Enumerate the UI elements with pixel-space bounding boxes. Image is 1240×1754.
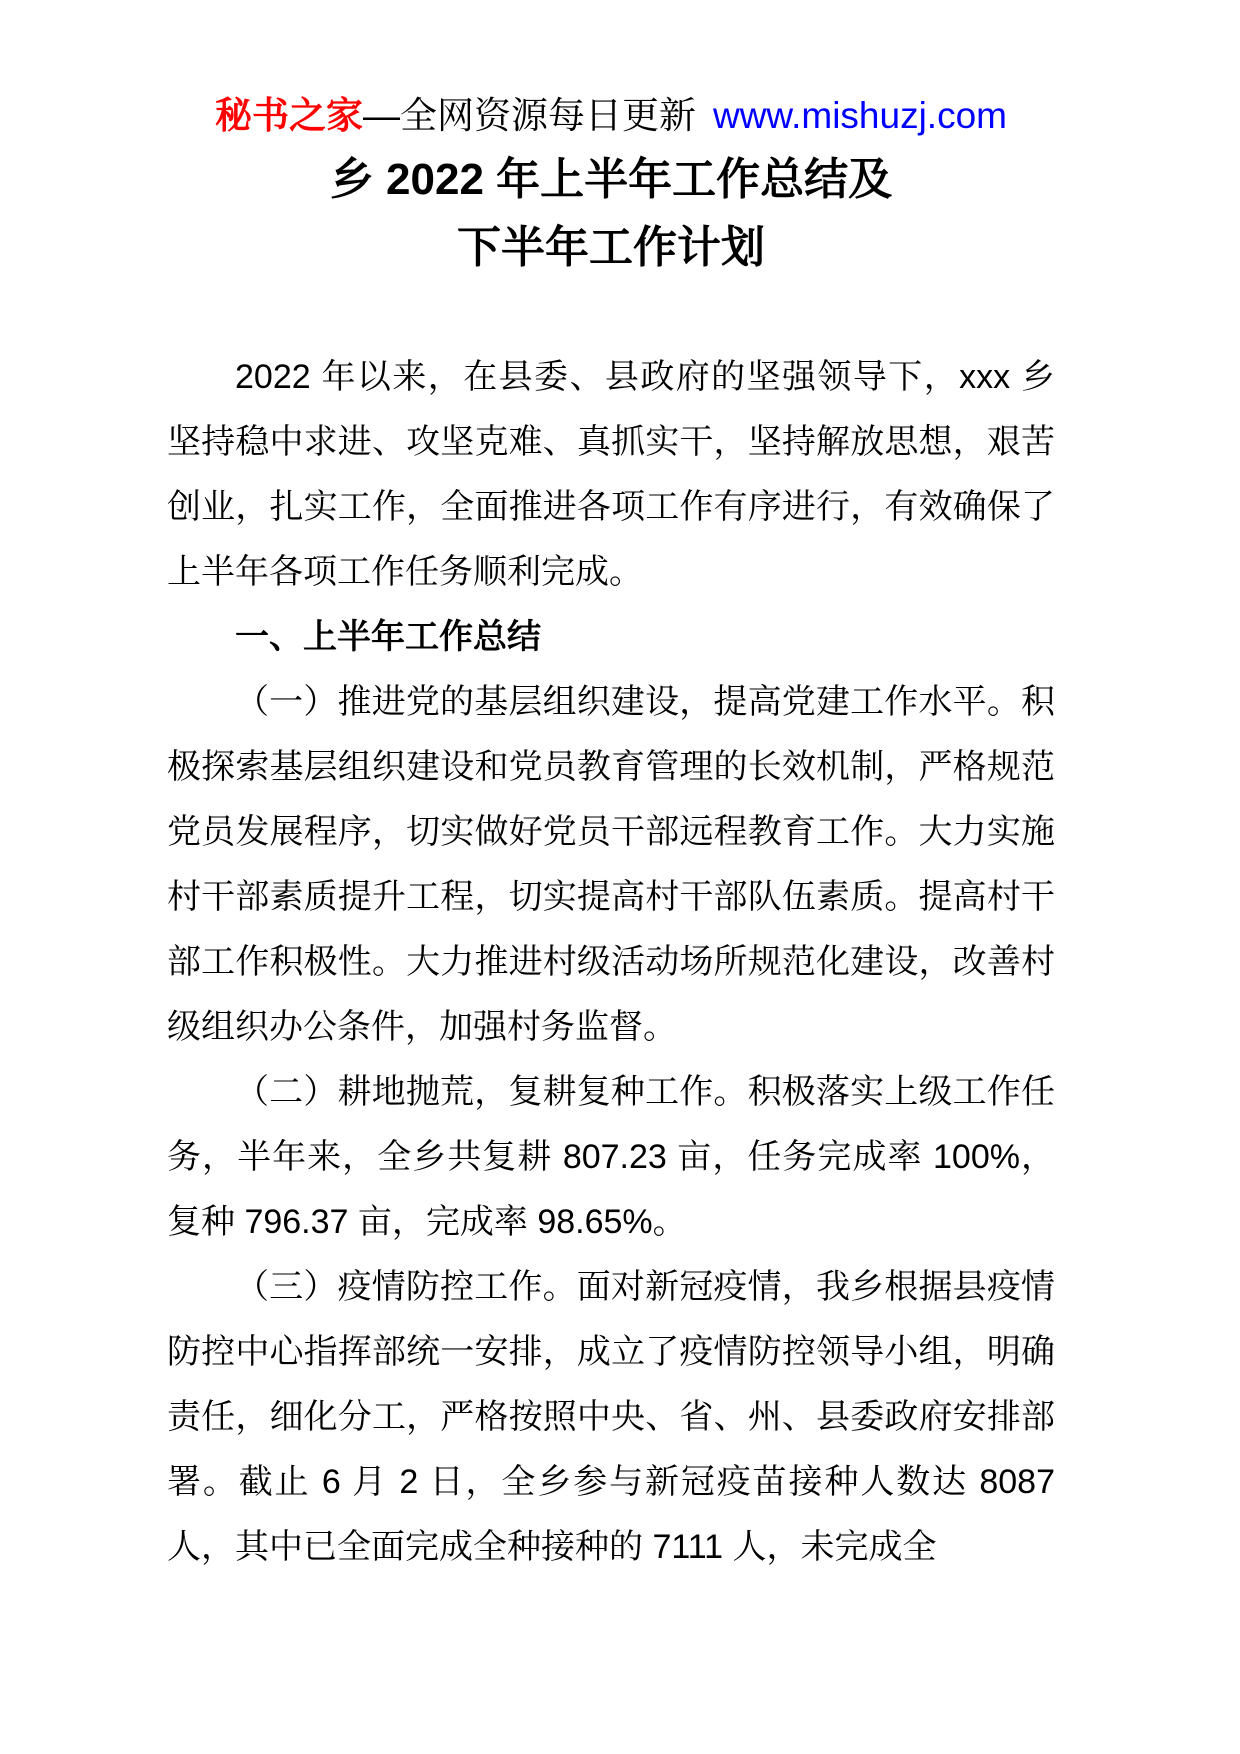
document-title-line-2: 下半年工作计划 — [457, 223, 765, 272]
document-title — [167, 146, 1055, 282]
site-url-link[interactable]: www.mishuzj.com — [712, 95, 1007, 136]
paragraph-item-2: （二）耕地抛荒，复耕复种工作。积极落实上级工作任务，半年来，全乡共复耕 807.23 亩，任务完成率 100%，复种 796.37 亩，完成率 98.65%。 — [167, 1073, 1055, 1241]
document-title-line-1: 乡 2022 年上半年工作总结及 — [329, 155, 893, 204]
site-brand: 秘书之家 — [215, 95, 364, 136]
section-heading: 一、上半年工作总结 — [235, 618, 541, 656]
paragraph-item-3: （三）疫情防控工作。面对新冠疫情，我乡根据县疫情防控中心指挥部统一安排，成立了疫情防控领导小组，明确责任，细化分工，严格按照中央、省、州、县委政府安排部署。截止 6 月 2 日，全乡参与新冠疫苗接种人数达 8087 人，其中已全面完成全种接种的 7111 人，未完成全 — [167, 1268, 1055, 1566]
site-header — [167, 94, 1055, 138]
paragraph-intro: 2022 年以来，在县委、县政府的坚强领导下，xxx 乡坚持稳中求进、攻坚克难、真抓实干，坚持解放思想，艰苦创业，扎实工作，全面推进各项工作有序进行，有效确保了上半年各项工作任务顺利完成。 — [167, 358, 1055, 591]
paragraph-item-1: （一）推进党的基层组织建设，提高党建工作水平。积极探索基层组织建设和党员教育管理的长效机制，严格规范党员发展程序，切实做好党员干部远程教育工作。大力实施村干部素质提升工程，切实提高村干部队伍素质。提高村干部工作积极性。大力推进村级活动场所规范化建设，改善村级组织办公条件，加强村务监督。 — [167, 683, 1055, 1046]
site-tagline: —全网资源每日更新 — [363, 95, 707, 136]
document-body — [167, 345, 1055, 1580]
